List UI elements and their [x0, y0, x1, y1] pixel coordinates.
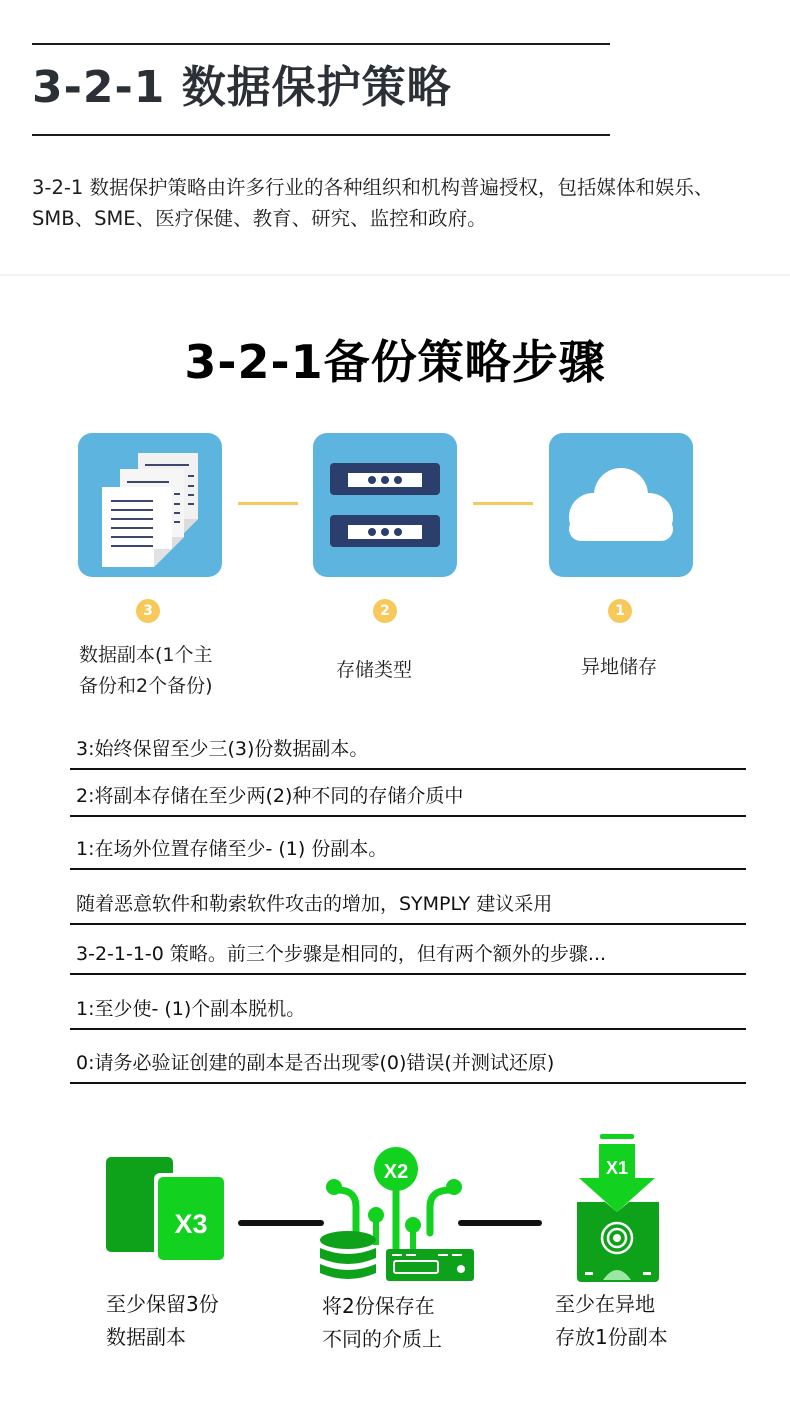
page-title: 3-2-1 数据保护策略 — [32, 62, 452, 113]
step-card-copies — [78, 433, 222, 577]
bottom-label-copies: 至少保留3份 数据副本 — [106, 1292, 219, 1349]
cloud-icon — [549, 433, 693, 577]
rule-row: 3:始终保留至少三(3)份数据副本。 — [70, 730, 746, 770]
bottom-label-media: 将2份保存在 不同的介质上 — [322, 1294, 442, 1351]
step-connector — [238, 502, 298, 505]
step-connector — [473, 502, 533, 505]
rule-row: 0:请务必验证创建的副本是否出现零(0)错误(并测试还原) — [70, 1030, 746, 1084]
step-label-offsite: 异地储存 — [581, 656, 658, 678]
rule-row: 随着恶意软件和勒索软件攻击的增加，SYMPLY 建议采用 — [70, 870, 746, 925]
step-card-storage — [313, 433, 457, 577]
step-label-storage: 存储类型 — [336, 659, 413, 681]
step-card-offsite — [549, 433, 693, 577]
offsite-x1-icon — [577, 1132, 659, 1282]
intro-paragraph: 3-2-1 数据保护策略由许多行业的各种组织和机构普遍授权，包括媒体和娱乐、SMB、SME、医疗保健、教育、研究、监控和政府。 — [32, 176, 714, 230]
rule-row: 2:将副本存储在至少两(2)种不同的存储介质中 — [70, 770, 746, 817]
section-separator — [0, 274, 790, 276]
step-badge-2: 2 — [373, 599, 397, 623]
step-label-copies: 数据副本(1个主 备份和2个备份) — [79, 644, 213, 697]
step-badge-1: 1 — [608, 599, 632, 623]
step-badge-3: 3 — [136, 599, 160, 623]
steps-title: 3-2-1备份策略步骤 — [184, 335, 606, 389]
rule-row: 1:在场外位置存储至少- (1) 份副本。 — [70, 817, 746, 870]
bottom-label-offsite: 至少在异地 存放1份副本 — [555, 1292, 668, 1349]
svg-text:X3: X3 — [174, 1209, 208, 1239]
rule-row: 3-2-1-1-0 策略。前三个步骤是相同的，但有两个额外的步骤... — [70, 925, 746, 975]
bottom-connector — [458, 1220, 542, 1226]
rules-list — [70, 730, 746, 1084]
documents-icon — [78, 433, 222, 577]
title-divider — [32, 134, 610, 136]
bottom-connector — [238, 1220, 324, 1226]
media-x2-icon — [318, 1145, 478, 1285]
rule-row: 1:至少使- (1)个副本脱机。 — [70, 975, 746, 1030]
svg-text:X1: X1 — [605, 1158, 629, 1178]
server-storage-icon — [313, 433, 457, 577]
top-divider — [32, 43, 610, 45]
svg-text:X2: X2 — [383, 1161, 409, 1183]
copies-x3-icon — [106, 1155, 226, 1260]
